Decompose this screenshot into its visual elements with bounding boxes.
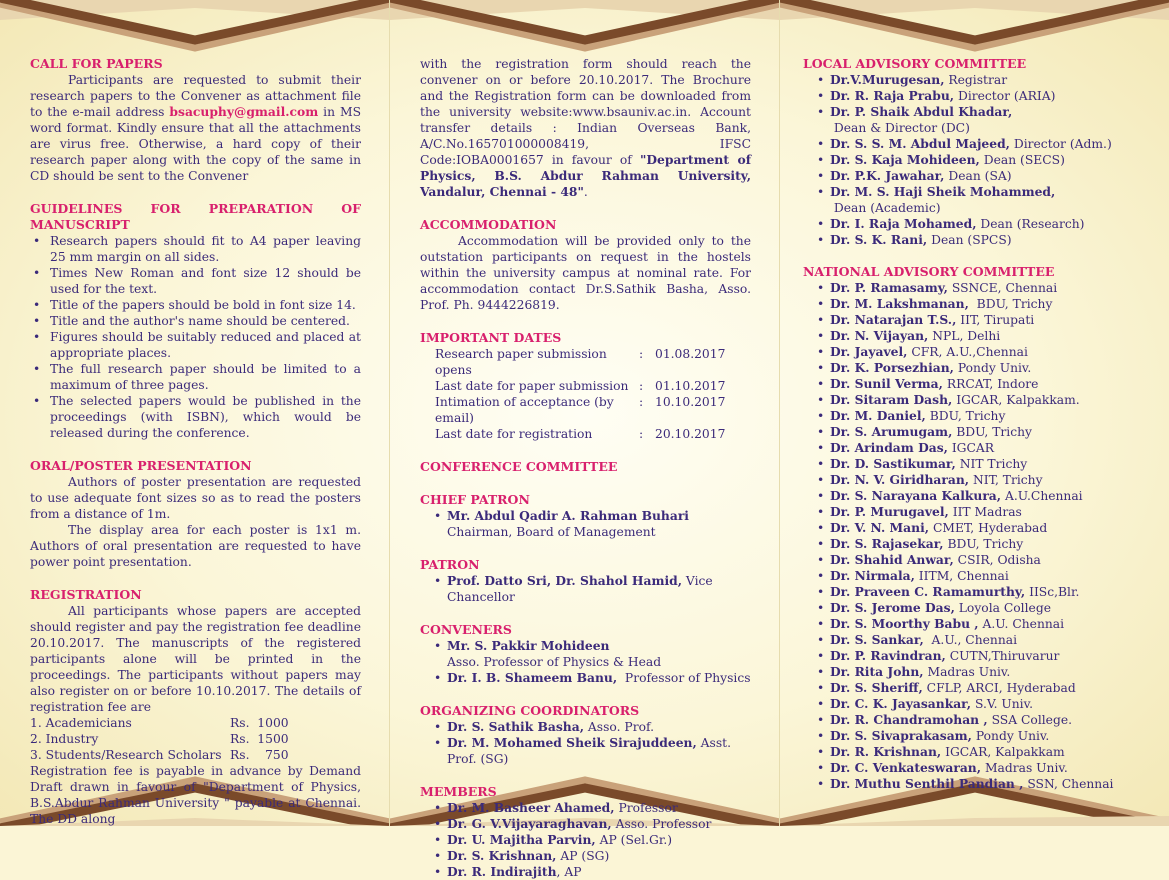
oral-poster-text-1: Authors of poster presentation are requested to use adequate font sizes so as to read the posters from a distance of 1m. xyxy=(30,475,361,521)
member xyxy=(420,848,751,864)
patron xyxy=(420,573,751,605)
fee-row xyxy=(30,747,361,763)
important-dates-heading: IMPORTANT DATES xyxy=(420,330,562,345)
person-name: Dr. P. Murugavel, xyxy=(830,504,949,519)
person-role: SSNCE, Chennai xyxy=(947,281,1058,295)
fee-amount: Rs. 750 xyxy=(230,748,289,762)
right-panel xyxy=(803,56,1133,792)
member xyxy=(420,832,751,848)
person-role: BDU, Trichy xyxy=(925,409,1006,423)
person-name: Dr. S. Jerome Das, xyxy=(830,600,955,615)
person-role: S.V. Univ. xyxy=(971,697,1034,711)
date-sep: : xyxy=(639,347,644,361)
accommodation-heading: ACCOMMODATION xyxy=(420,217,557,232)
person-name: Dr. S. Sheriff, xyxy=(830,680,923,695)
guideline-item: • The full research paper should be limited to a maximum of three pages. xyxy=(30,361,361,393)
local-advisory-member xyxy=(803,88,1133,104)
person-role: Asso. Prof. xyxy=(584,720,654,734)
fee-row xyxy=(30,715,361,731)
conveners-list xyxy=(420,638,751,654)
person-name: Dr. V. N. Mani, xyxy=(830,520,930,535)
national-advisory-member xyxy=(803,760,1133,776)
national-advisory-member xyxy=(803,744,1133,760)
person-role: CUTN,Thiruvarur xyxy=(945,649,1060,663)
guidelines-list xyxy=(30,233,361,441)
person-role: NIT, Trichy xyxy=(969,473,1043,487)
national-advisory-member xyxy=(803,600,1133,616)
person-name: Dr. Natarajan T.S., xyxy=(830,312,957,327)
national-advisory-member xyxy=(803,712,1133,728)
contact-email[interactable]: bsacuphy@gmail.com xyxy=(169,104,319,119)
local-advisory-member xyxy=(803,72,1133,88)
members-list xyxy=(420,800,751,880)
cfp-text-a: Participants are requested to submit their research papers to the Convener as attachment file to the e-mail address xyxy=(30,73,361,119)
person-role: CSIR, Odisha xyxy=(953,553,1041,567)
fee-label: 2. Industry xyxy=(30,732,99,746)
person-name: Dr.V.Murugesan, xyxy=(830,72,945,87)
person-name: Dr. Jayavel, xyxy=(830,344,908,359)
person-name: Dr. S. Sankar, xyxy=(830,632,924,647)
convener xyxy=(420,638,751,654)
local-advisory-member xyxy=(803,168,1133,184)
person-name: Dr. Sunil Verma, xyxy=(830,376,943,391)
call-for-papers-text xyxy=(30,72,361,184)
person-name: Dr. Muthu Senthil Pandian , xyxy=(830,776,1024,791)
date-label: Intimation of acceptance (by email) xyxy=(435,395,614,425)
national-advisory-member xyxy=(803,376,1133,392)
person-name: Dr. I. Raja Mohamed, xyxy=(830,216,977,231)
patron-heading: PATRON xyxy=(420,557,480,572)
national-advisory-member xyxy=(803,632,1133,648)
person-role: Asso. Professor xyxy=(611,817,712,831)
fold-line xyxy=(389,0,390,826)
national-advisory-member xyxy=(803,648,1133,664)
person-name: Dr. N. V. Giridharan, xyxy=(830,472,970,487)
conveners-heading: CONVENERS xyxy=(420,622,512,637)
chief-patron xyxy=(420,508,751,524)
date-label: Last date for registration xyxy=(435,427,593,441)
person-role: CFLP, ARCI, Hyderabad xyxy=(922,681,1076,695)
oral-poster-text-2: The display area for each poster is 1x1 m. Authors of oral presentation are requested to have power point presentation. xyxy=(30,523,361,569)
person-name: Dr. U. Majitha Parvin, xyxy=(447,832,596,847)
person-name: Dr. K. Porsezhian, xyxy=(830,360,954,375)
person-name: Dr. P. Shaik Abdul Khadar, xyxy=(830,104,1013,119)
local-advisory-member xyxy=(803,184,1133,216)
coordinator xyxy=(420,735,751,767)
date-sep: : xyxy=(639,395,644,409)
conference-committee-heading: CONFERENCE COMMITTEE xyxy=(420,459,618,474)
fee-table xyxy=(30,715,361,763)
conveners-list-2 xyxy=(420,670,751,686)
national-advisory-member xyxy=(803,312,1133,328)
date-label: Research paper submission opens xyxy=(435,347,607,377)
payment-continued-text xyxy=(420,56,751,200)
guidelines-heading: GUIDELINES FOR PREPARATION OF MANUSCRIPT xyxy=(30,201,361,232)
person-role: Dean (Research) xyxy=(976,217,1085,231)
person-name: Dr. S. Narayana Kalkura, xyxy=(830,488,1002,503)
national-advisory-member xyxy=(803,536,1133,552)
guideline-item: • Times New Roman and font size 12 should be used for the text. xyxy=(30,265,361,297)
national-advisory-member xyxy=(803,776,1133,792)
person-role: A.U. Chennai xyxy=(978,617,1065,631)
national-advisory-list xyxy=(803,280,1133,792)
fee-label: 3. Students/Research Scholars xyxy=(30,748,222,762)
date-row xyxy=(420,346,751,378)
date-value: 01.10.2017 xyxy=(655,379,726,393)
person-role: IGCAR, Kalpakkam. xyxy=(952,393,1080,407)
person-role: , AP xyxy=(556,865,582,879)
registration-text: All participants whose papers are accepted should register and pay the registration fee deadline 20.10.2017. The manuscripts of the registered participants alone will be printed in the proceedings. The participants without papers may also register on or before 10.10.2017. The details of registration fee are xyxy=(30,604,361,714)
person-name: Dr. C. K. Jayasankar, xyxy=(830,696,972,711)
guideline-item: • Title and the author's name should be centered. xyxy=(30,313,361,329)
national-advisory-member xyxy=(803,520,1133,536)
members-heading: MEMBERS xyxy=(420,784,497,799)
member xyxy=(420,864,751,880)
call-for-papers-heading: CALL FOR PAPERS xyxy=(30,56,163,71)
person-name: Dr. G. V.Vijayaraghavan, xyxy=(447,816,612,831)
national-advisory-member xyxy=(803,280,1133,296)
person-role: IGCAR, Kalpakkam xyxy=(941,745,1065,759)
local-advisory-heading: LOCAL ADVISORY COMMITTEE xyxy=(803,56,1027,71)
person-role: NPL, Delhi xyxy=(928,329,1001,343)
local-advisory-member xyxy=(803,136,1133,152)
national-advisory-member xyxy=(803,344,1133,360)
person-role: IGCAR xyxy=(947,441,995,455)
person-role: Dean (SA) xyxy=(944,169,1012,183)
guideline-item: • Title of the papers should be bold in font size 14. xyxy=(30,297,361,313)
person-name: Dr. M. Mohamed Sheik Sirajuddeen, xyxy=(447,735,697,750)
chief-patron-heading: CHIEF PATRON xyxy=(420,492,530,507)
national-advisory-member xyxy=(803,328,1133,344)
person-name: Dr. Praveen C. Ramamurthy, xyxy=(830,584,1026,599)
member xyxy=(420,816,751,832)
organizing-coordinators-list xyxy=(420,719,751,767)
middle-panel xyxy=(420,56,751,880)
cfp-text-b: in MS word format. Kindly ensure that all the attachments are virus free. Otherwise, a hard copy of their research paper along with the copy of the same in CD should be sent to the Convener xyxy=(30,105,361,183)
national-advisory-member xyxy=(803,456,1133,472)
date-row xyxy=(420,394,751,426)
national-advisory-member xyxy=(803,680,1133,696)
person-name: Dr. Arindam Das, xyxy=(830,440,948,455)
person-name: Dr. R. Chandramohan , xyxy=(830,712,988,727)
chief-patron-role: Chairman, Board of Management xyxy=(447,525,656,539)
date-sep: : xyxy=(639,379,644,393)
person-role: A.U.Chennai xyxy=(1001,489,1083,503)
person-role: CFR, A.U.,Chennai xyxy=(907,345,1028,359)
oral-poster-heading: ORAL/POSTER PRESENTATION xyxy=(30,458,252,473)
accommodation-text: Accommodation will be provided only to the outstation participants on request in the hostels within the university campus at nominal rate. For accommodation contact Dr.S.Sathik Basha, Asso. Prof. Ph. 9444226819. xyxy=(420,234,751,312)
person-role: Dean & Director (DC) xyxy=(830,121,970,135)
national-advisory-member xyxy=(803,472,1133,488)
person-name: Dr. M. Daniel, xyxy=(830,408,926,423)
convener-role: Asso. Professor of Physics & Head xyxy=(447,655,662,669)
date-label: Last date for paper submission xyxy=(435,379,629,393)
person-name: Dr. S. K. Rani, xyxy=(830,232,928,247)
person-role: Professor xyxy=(614,801,678,815)
person-role: Asst. Prof. (SG) xyxy=(447,736,732,766)
person-role: Registrar xyxy=(944,73,1008,87)
national-advisory-member xyxy=(803,392,1133,408)
national-advisory-member xyxy=(803,488,1133,504)
guideline-item: • Research papers should fit to A4 paper leaving 25 mm margin on all sides. xyxy=(30,233,361,265)
person-role: NIT Trichy xyxy=(955,457,1028,471)
person-name: Dr. N. Vijayan, xyxy=(830,328,929,343)
national-advisory-member xyxy=(803,440,1133,456)
person-role: Director (Adm.) xyxy=(1009,137,1112,151)
national-advisory-heading: NATIONAL ADVISORY COMMITTEE xyxy=(803,264,1055,279)
person-name: Dr. Sitaram Dash, xyxy=(830,392,953,407)
national-advisory-member xyxy=(803,424,1133,440)
person-role: Madras Univ. xyxy=(923,665,1011,679)
date-row xyxy=(420,378,751,394)
person-role: Vice Chancellor xyxy=(447,574,713,604)
person-role: BDU, Trichy xyxy=(952,425,1032,439)
person-role: IIT, Tirupati xyxy=(956,313,1035,327)
person-role: IITM, Chennai xyxy=(914,569,1009,583)
person-name: Dr. S. S. M. Abdul Majeed, xyxy=(830,136,1010,151)
local-advisory-member xyxy=(803,104,1133,136)
fee-label: 1. Academicians xyxy=(30,716,132,730)
person-role: SSA College. xyxy=(987,713,1073,727)
person-name: Dr. S. Kaja Mohideen, xyxy=(830,152,980,167)
person-name: Dr. M. Basheer Ahamed, xyxy=(447,800,615,815)
local-advisory-member xyxy=(803,216,1133,232)
person-name: Dr. C. Venkateswaran, xyxy=(830,760,982,775)
period: . xyxy=(583,185,588,199)
person-name: Dr. Nirmala, xyxy=(830,568,915,583)
convener xyxy=(420,670,751,686)
person-role: AP (SG) xyxy=(556,849,610,863)
national-advisory-member xyxy=(803,504,1133,520)
national-advisory-member xyxy=(803,552,1133,568)
payee-name: "Department of Physics, B.S. Abdur Rahman University, Vandalur, Chennai - 48" xyxy=(420,152,751,199)
guideline-item: • Figures should be suitably reduced and placed at appropriate places. xyxy=(30,329,361,361)
person-role: RRCAT, Indore xyxy=(942,377,1039,391)
person-name: Dr. S. Krishnan, xyxy=(447,848,557,863)
member xyxy=(420,800,751,816)
person-name: Dr. P. Ramasamy, xyxy=(830,280,948,295)
person-role: IIT Madras xyxy=(948,505,1022,519)
person-name: Dr. P.K. Jawahar, xyxy=(830,168,945,183)
fee-row xyxy=(30,731,361,747)
organizing-coordinators-heading: ORGANIZING COORDINATORS xyxy=(420,703,640,718)
date-sep: : xyxy=(639,427,644,441)
national-advisory-member xyxy=(803,568,1133,584)
national-advisory-member xyxy=(803,360,1133,376)
person-name: Prof. Datto Sri, Dr. Shahol Hamid, xyxy=(447,573,683,588)
person-name: Dr. S. Sathik Basha, xyxy=(447,719,584,734)
top-zigzag-border xyxy=(0,0,1169,60)
payment-text: Registration fee is payable in advance by Demand Draft drawn in favour of "Department of Physics, B.S.Abdur Rahman University " payable at Chennai. The DD along xyxy=(30,764,361,826)
person-name: Dr. R. Indirajith xyxy=(447,864,557,879)
person-name: Dr. I. B. Shameem Banu, xyxy=(447,670,618,685)
coordinator xyxy=(420,719,751,735)
fee-amount: Rs. 1000 xyxy=(230,716,289,730)
person-role: Loyola College xyxy=(954,601,1051,615)
payment-details: with the registration form should reach the convener on or before 20.10.2017. The Brochure and the Registration form can be downloaded from the university website:www.bsauniv.ac.in. Account transfer details : Indian Overseas Bank, A/C.No.165701000008419, IFSC Code:IOBA0001657 in favour of xyxy=(420,57,751,167)
patron-list xyxy=(420,573,751,605)
national-advisory-member xyxy=(803,296,1133,312)
fold-line xyxy=(779,0,780,826)
person-role: Dean (SECS) xyxy=(979,153,1065,167)
person-name: Dr. S. Arumugam, xyxy=(830,424,953,439)
date-value: 01.08.2017 xyxy=(655,347,726,361)
national-advisory-member xyxy=(803,408,1133,424)
person-name: Mr. S. Pakkir Mohideen xyxy=(447,638,610,653)
person-name: Dr. M. Lakshmanan, xyxy=(830,296,969,311)
person-name: Dr. S. Sivaprakasam, xyxy=(830,728,972,743)
person-role: Director (ARIA) xyxy=(954,89,1056,103)
person-role: A.U., Chennai xyxy=(923,633,1018,647)
chief-patron-list xyxy=(420,508,751,524)
national-advisory-member xyxy=(803,664,1133,680)
person-name: Dr. D. Sastikumar, xyxy=(830,456,956,471)
person-role: AP (Sel.Gr.) xyxy=(595,833,673,847)
guideline-item: • The selected papers would be published in the proceedings (with ISBN), which would be released during the conference. xyxy=(30,393,361,441)
national-advisory-member xyxy=(803,696,1133,712)
person-name: Dr. M. S. Haji Sheik Mohammed, xyxy=(830,184,1056,199)
person-name: Mr. Abdul Qadir A. Rahman Buhari xyxy=(447,508,689,523)
date-row xyxy=(420,426,751,442)
person-name: Dr. Shahid Anwar, xyxy=(830,552,954,567)
person-role: SSN, Chennai xyxy=(1023,777,1114,791)
person-role: BDU, Trichy xyxy=(943,537,1024,551)
left-panel xyxy=(30,56,361,827)
local-advisory-member xyxy=(803,152,1133,168)
fee-amount: Rs. 1500 xyxy=(230,732,289,746)
national-advisory-member xyxy=(803,728,1133,744)
date-value: 10.10.2017 xyxy=(655,395,726,409)
person-name: Dr. P. Ravindran, xyxy=(830,648,946,663)
person-name: Dr. S. Moorthy Babu , xyxy=(830,616,979,631)
person-role: Madras Univ. xyxy=(981,761,1068,775)
date-value: 20.10.2017 xyxy=(655,427,726,441)
local-advisory-member xyxy=(803,232,1133,248)
registration-heading: REGISTRATION xyxy=(30,587,142,602)
national-advisory-member xyxy=(803,616,1133,632)
national-advisory-member xyxy=(803,584,1133,600)
person-role: Pondy Univ. xyxy=(953,361,1032,375)
person-role: Pondy Univ. xyxy=(971,729,1050,743)
person-role: Professor of Physics xyxy=(617,671,751,685)
person-role: Dean (Academic) xyxy=(830,201,941,215)
person-role: IISc,Blr. xyxy=(1025,585,1080,599)
person-name: Dr. R. Krishnan, xyxy=(830,744,942,759)
person-name: Dr. R. Raja Prabu, xyxy=(830,88,955,103)
local-advisory-list xyxy=(803,72,1133,248)
person-name: Dr. S. Rajasekar, xyxy=(830,536,944,551)
person-role: Dean (SPCS) xyxy=(927,233,1012,247)
person-name: Dr. Rita John, xyxy=(830,664,924,679)
important-dates-table xyxy=(420,346,751,442)
person-role: CMET, Hyderabad xyxy=(929,521,1048,535)
person-role: BDU, Trichy xyxy=(968,297,1053,311)
